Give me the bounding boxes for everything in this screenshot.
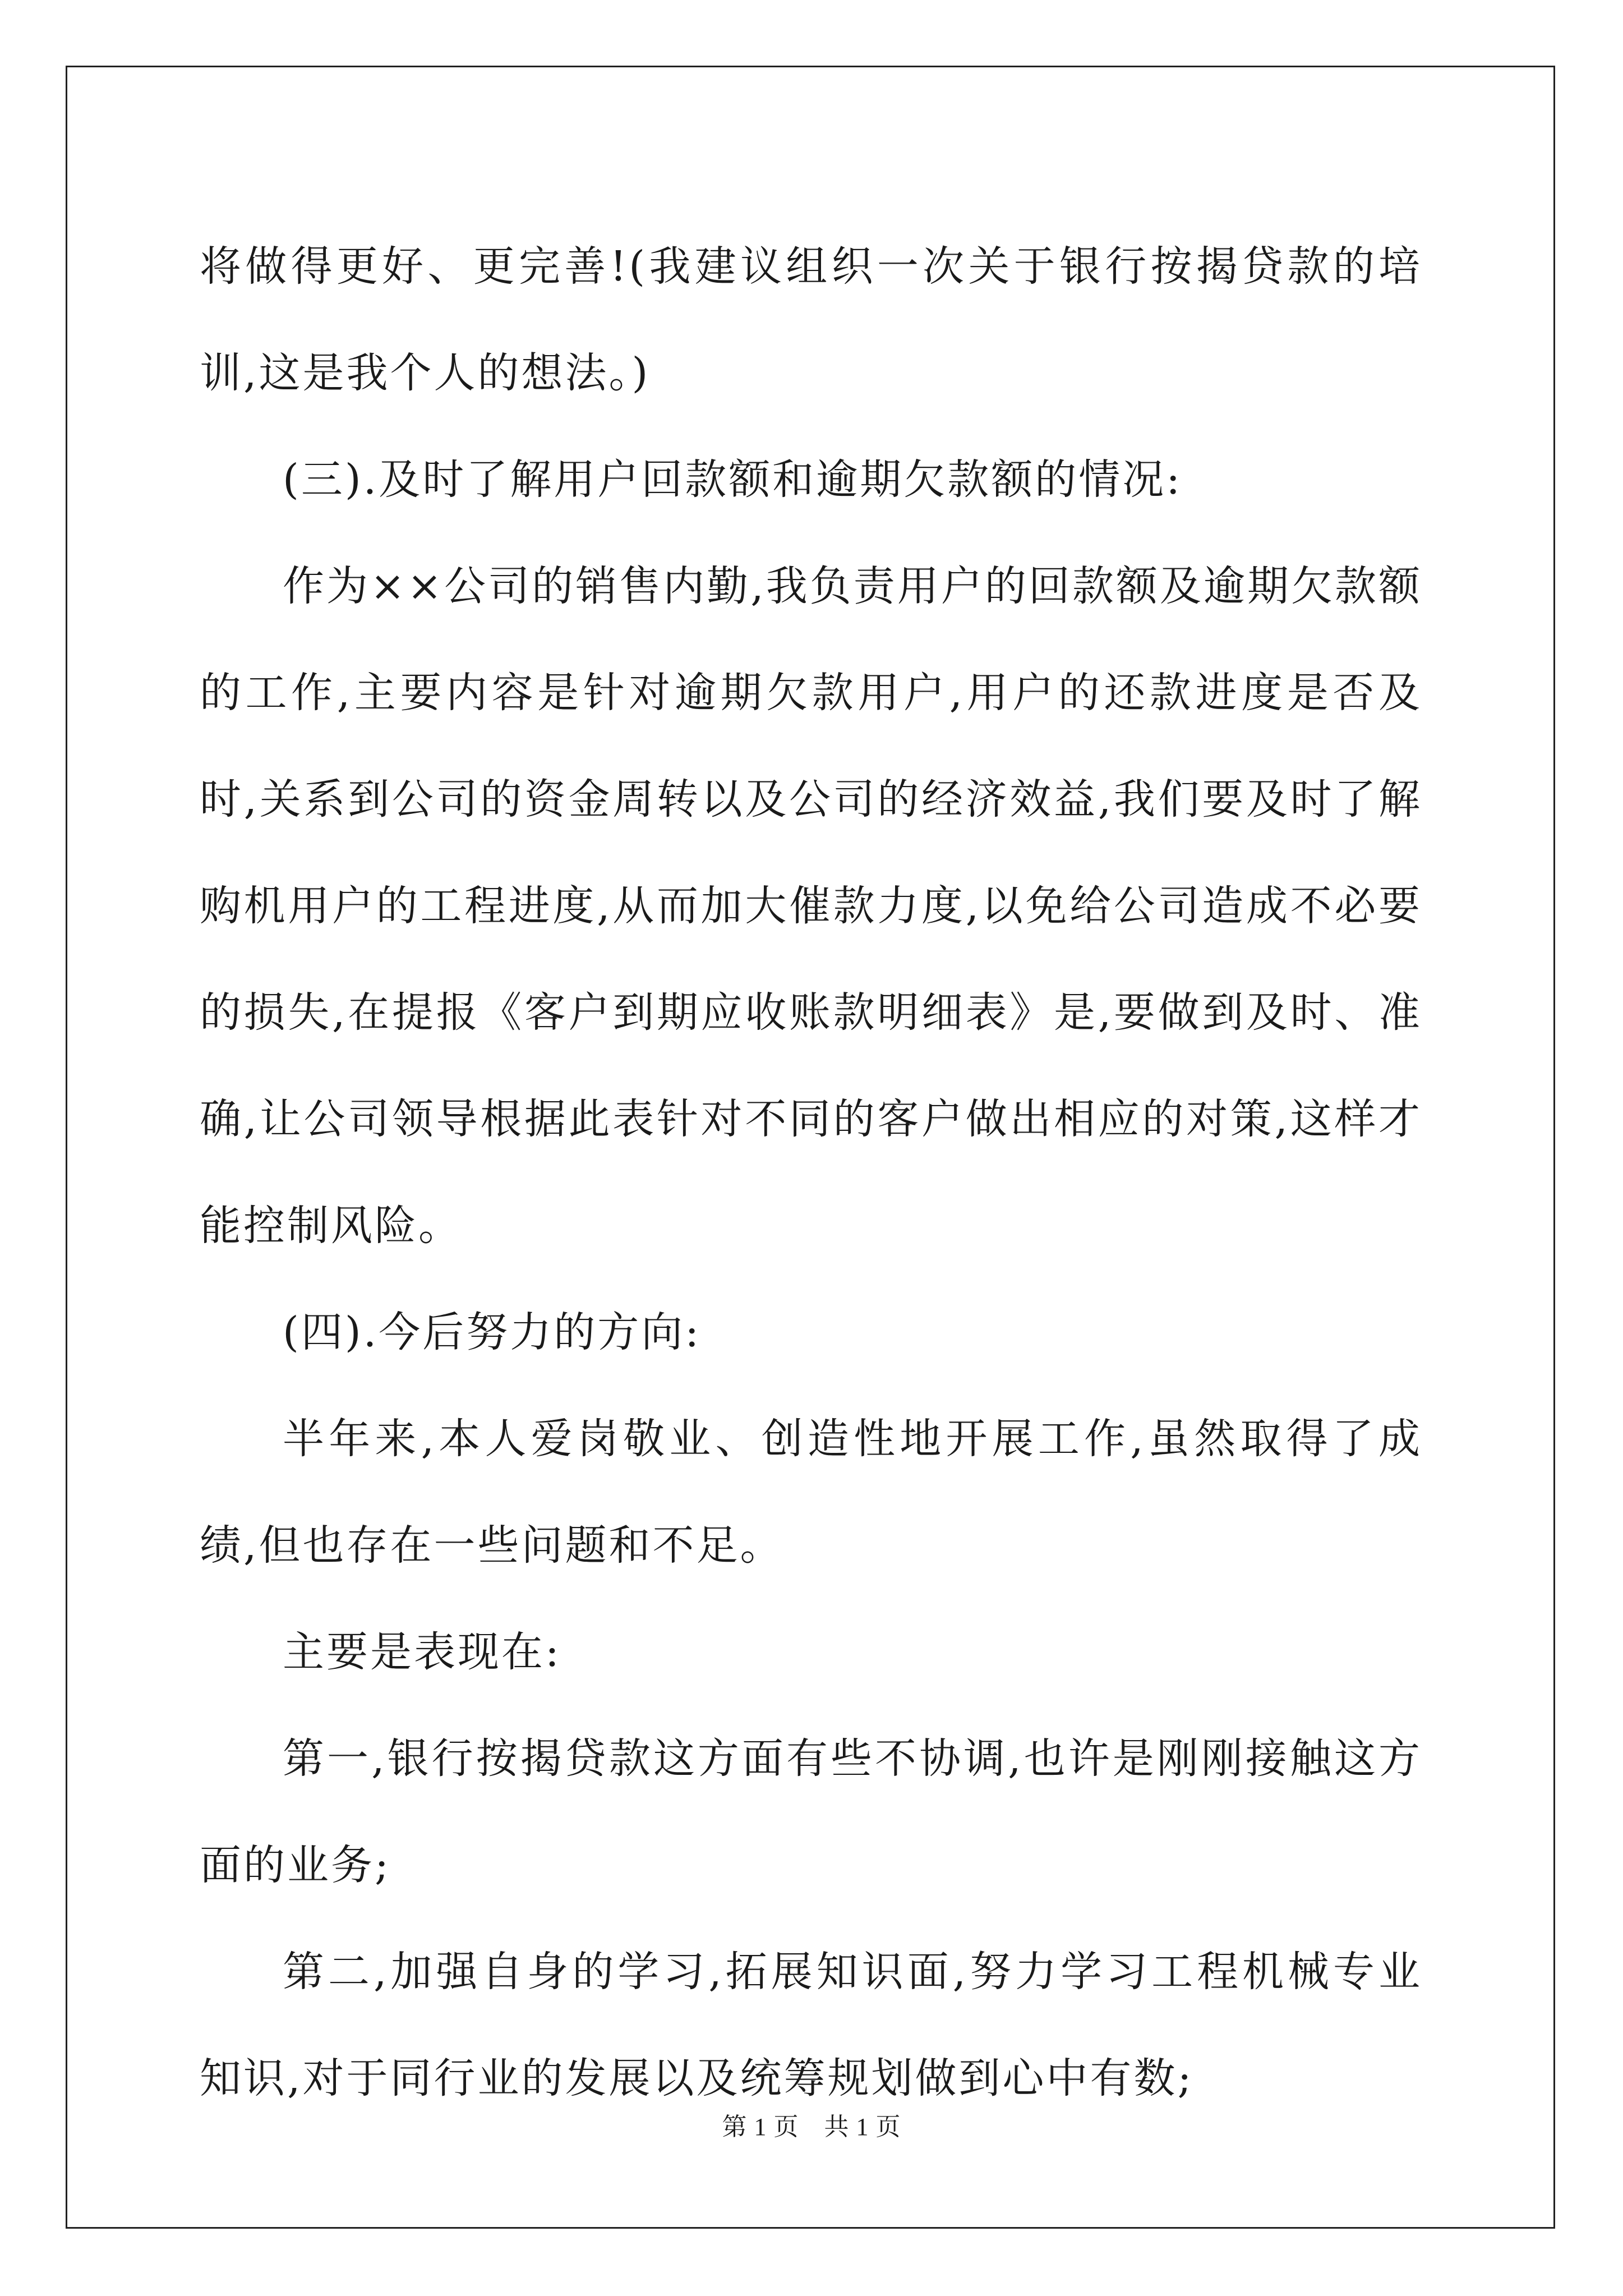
paragraph-2: (三).及时了解用户回款额和逾期欠款额的情况: <box>283 455 1183 504</box>
page-number: 第 1 页 共 1 页 <box>722 2113 901 2141</box>
paragraph-7: 第一,银行按揭贷款这方面有些不协调,也许是刚刚接触这方面的业务; <box>200 1734 1422 1889</box>
document-body <box>200 213 1422 2132</box>
paragraph-4: (四).今后努力的方向: <box>283 1308 702 1356</box>
paragraph-1: 将做得更好、更完善!(我建议组织一次关于银行按揭贷款的培训,这是我个人的想法。) <box>200 242 1422 397</box>
paragraph-8: 第二,加强自身的学习,拓展知识面,努力学习工程机械专业知识,对于同行业的发展以及统筹规划做到心中有数; <box>200 1948 1422 2102</box>
paragraph-3: 作为××公司的销售内勤,我负责用户的回款额及逾期欠款额的工作,主要内容是针对逾期欠款用户,用户的还款进度是否及时,关系到公司的资金周转以及公司的经济效益,我们要及时了解购机用户的工程进度,从而加大催款力度,以免给公司造成不必要的损失,在提报《客户到期应收账款明细表》是,要做到及时、准确,让公司领导根据此表针对不同的客户做出相应的对策,这样才能控制风险。 <box>200 562 1422 1250</box>
paragraph-5: 半年来,本人爱岗敬业、创造性地开展工作,虽然取得了成绩,但也存在一些问题和不足。 <box>200 1415 1422 1570</box>
paragraph-6: 主要是表现在: <box>283 1628 561 1676</box>
